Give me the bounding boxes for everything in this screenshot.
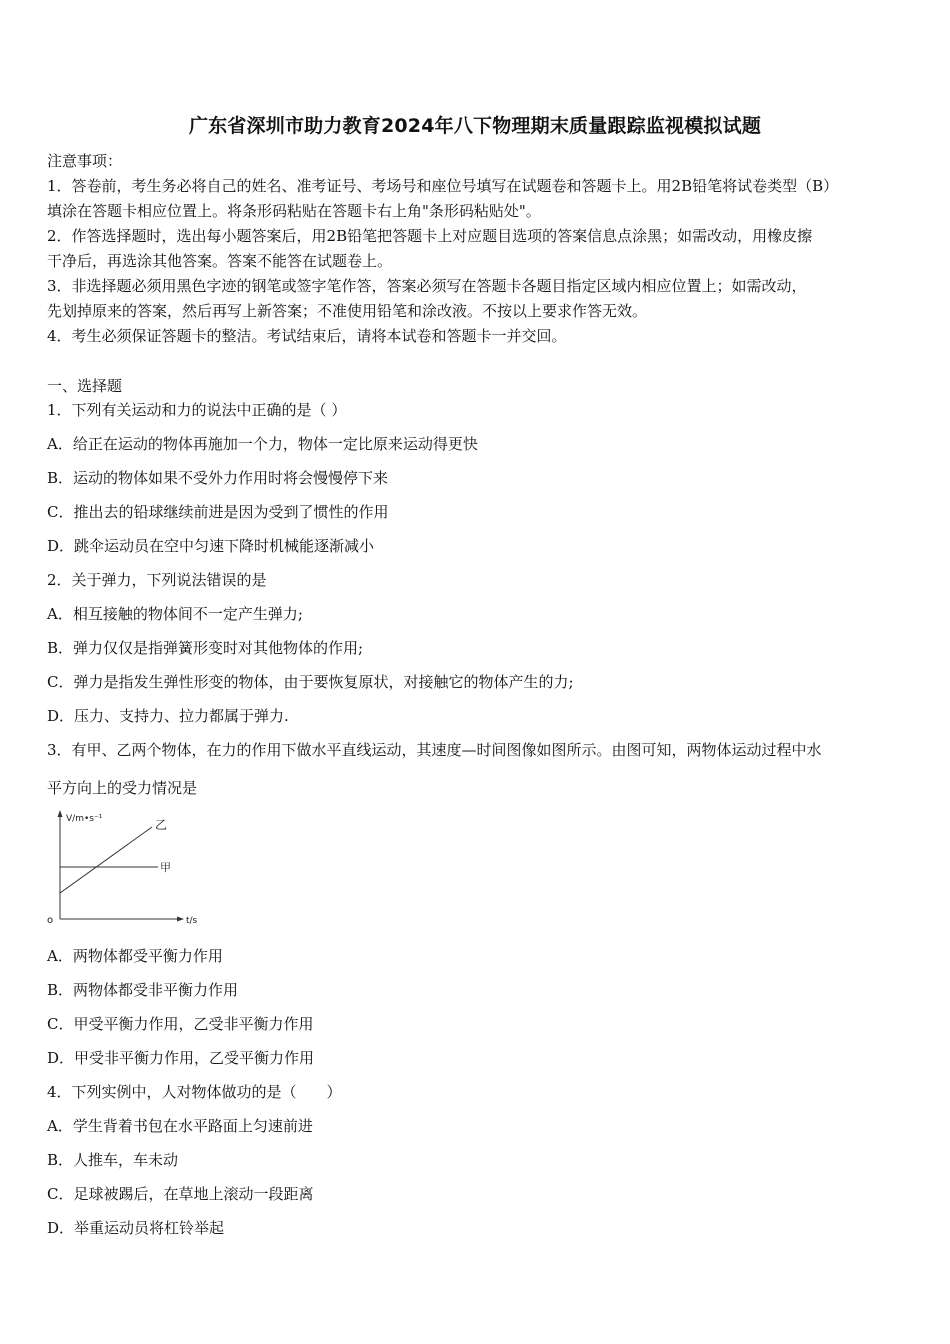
x-axis-label: t/s (186, 916, 198, 926)
option-a: A．学生背着书包在水平路面上匀速前进 (47, 1117, 313, 1135)
option-a: A．给正在运动的物体再施加一个力，物体一定比原来运动得更快 (47, 435, 478, 453)
velocity-time-graph (44, 807, 214, 932)
option-d: D．跳伞运动员在空中匀速下降时机械能逐渐减小 (47, 537, 375, 555)
option-a: A．相互接触的物体间不一定产生弹力; (47, 605, 303, 623)
option-d: D．压力、支持力、拉力都属于弹力. (47, 707, 289, 725)
notice-line: 先划掉原来的答案，然后再写上新答案；不准使用铅笔和涂改液。不按以上要求作答无效。 (47, 302, 648, 320)
y-axis-label: V/m•s⁻¹ (66, 814, 103, 824)
notice-line: 2．作答选择题时，选出每小题答案后，用2B铅笔把答题卡上对应题目选项的答案信息点涂黑；如需改动，用橡皮擦 (47, 227, 813, 245)
notice-line: 3．非选择题必须用黑色字迹的钢笔或签字笔作答，答案必须写在答题卡各题目指定区域内相应位置上；如需改动， (47, 277, 807, 295)
question-stem: 2．关于弹力，下列说法错误的是 (47, 571, 267, 589)
option-c: C．推出去的铅球继续前进是因为受到了惯性的作用 (47, 503, 389, 521)
notice-line: 1．答卷前，考生务必将自己的姓名、准考证号、考场号和座位号填写在试题卷和答题卡上。用2B铅笔将试卷类型（B） (47, 177, 839, 195)
line-jia-label: 甲 (160, 861, 171, 874)
option-c: C．弹力是指发生弹性形变的物体，由于要恢复原状，对接触它的物体产生的力; (47, 673, 574, 691)
line-yi (60, 827, 152, 893)
option-d: D．举重运动员将杠铃举起 (47, 1219, 225, 1237)
option-c: C．足球被踢后，在草地上滚动一段距离 (47, 1185, 314, 1203)
option-b: B．弹力仅仅是指弹簧形变时对其他物体的作用; (47, 639, 364, 657)
notice-line: 填涂在答题卡相应位置上。将条形码粘贴在答题卡右上角"条形码粘贴处"。 (47, 202, 541, 220)
option-c: C．甲受平衡力作用，乙受非平衡力作用 (47, 1015, 314, 1033)
notice-line: 干净后，再选涂其他答案。答案不能答在试题卷上。 (47, 252, 393, 270)
option-b: B．两物体都受非平衡力作用 (47, 981, 239, 999)
y-axis-arrow-icon (58, 810, 63, 817)
notice-line: 4．考生必须保证答题卡的整洁。考试结束后，请将本试卷和答题卡一并交回。 (47, 327, 567, 345)
option-b: B．运动的物体如果不受外力作用时将会慢慢停下来 (47, 469, 389, 487)
notice-heading: 注意事项： (47, 152, 123, 170)
origin-label: o (47, 915, 54, 926)
page-title: 广东省深圳市助力教育2024年八下物理期末质量跟踪监视模拟试题 (188, 115, 762, 137)
question-stem-continued: 平方向上的受力情况是 (47, 779, 198, 797)
question-stem: 4．下列实例中，人对物体做功的是（ ） (47, 1083, 342, 1101)
line-yi-label: 乙 (155, 818, 168, 832)
option-d: D．甲受非平衡力作用，乙受平衡力作用 (47, 1049, 315, 1067)
x-axis-arrow-icon (177, 917, 184, 922)
option-b: B．人推车，车未动 (47, 1151, 179, 1169)
section-heading: 一、选择题 (47, 377, 123, 395)
option-a: A．两物体都受平衡力作用 (47, 947, 223, 965)
question-stem: 3．有甲、乙两个物体，在力的作用下做水平直线运动，其速度—时间图像如图所示。由图可知，两物体运动过程中水 (47, 741, 822, 759)
question-stem: 1．下列有关运动和力的说法中正确的是（ ） (47, 401, 347, 419)
